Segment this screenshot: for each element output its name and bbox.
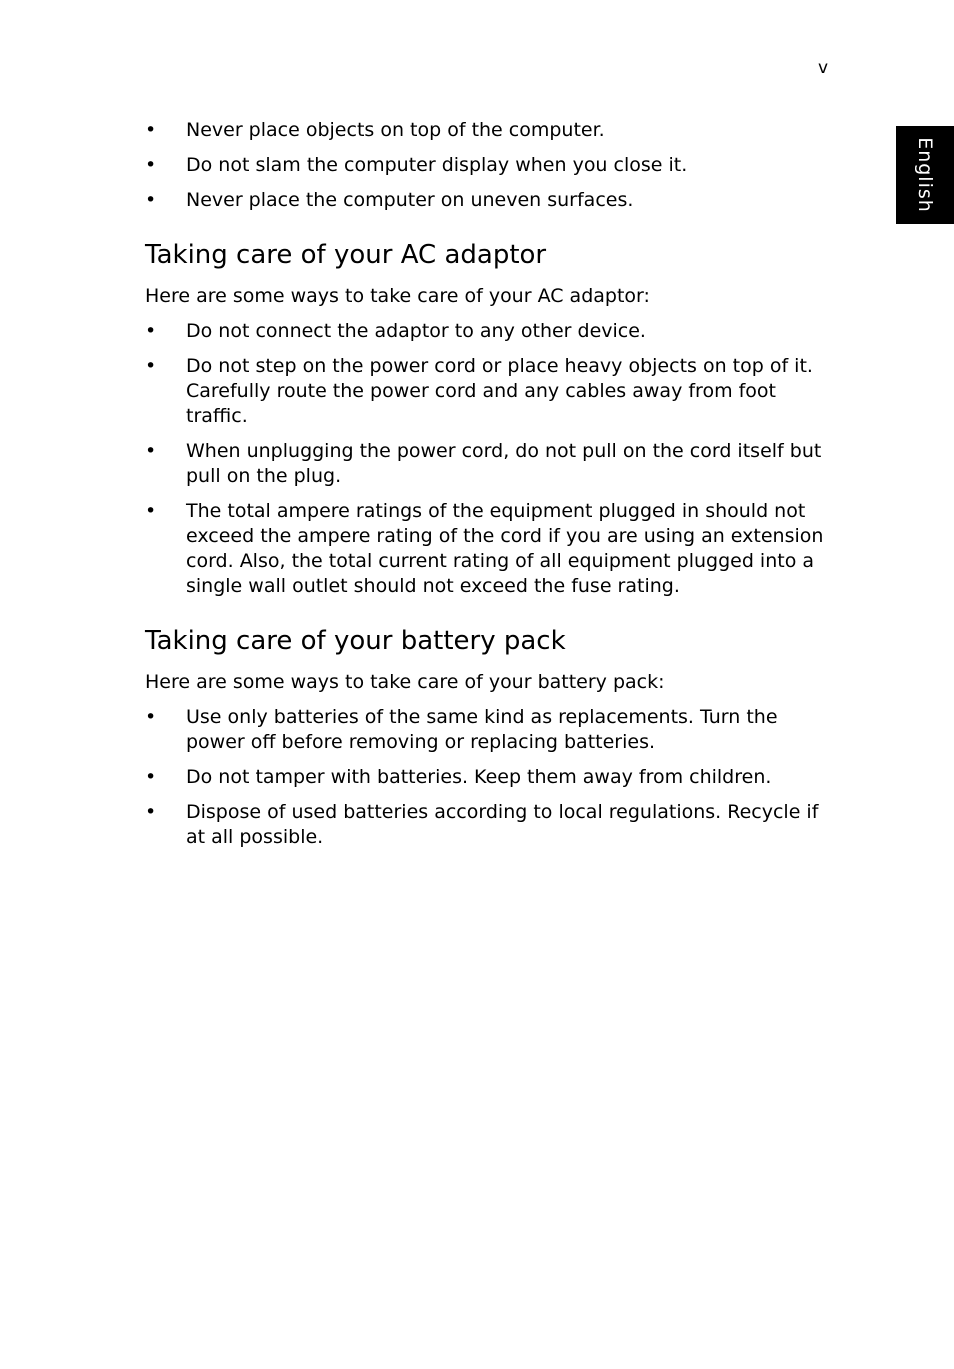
list-item: • Never place objects on top of the computer. <box>145 119 605 141</box>
bullet-icon: • <box>145 355 157 377</box>
language-tab <box>896 126 954 224</box>
section-heading-ac-adaptor: Taking care of your AC adaptor <box>145 240 547 270</box>
bullet-icon: • <box>145 189 157 211</box>
list-item: • Dispose of used batteries according to local regulations. Recycle if at all possible. <box>145 801 819 848</box>
list-item: • Do not connect the adaptor to any other device. <box>145 320 646 342</box>
ac-adaptor-list <box>145 319 835 599</box>
bullet-icon: • <box>145 320 157 342</box>
section-heading-battery: Taking care of your battery pack <box>145 626 566 656</box>
list-item: • The total ampere ratings of the equipment plugged in should not exceed the ampere rating of the cord if you are using an extension cord. Also, the total current rating of all equipment plugged into a single wall outlet should not exceed the fuse rating. <box>145 500 824 597</box>
general-care-list <box>145 118 835 213</box>
page-number: v <box>818 58 829 78</box>
bullet-icon: • <box>145 154 157 176</box>
list-item: • Use only batteries of the same kind as replacements. Turn the power off before removing or replacing batteries. <box>145 706 778 753</box>
bullet-icon: • <box>145 766 157 788</box>
bullet-icon: • <box>145 500 157 522</box>
section-intro-battery: Here are some ways to take care of your battery pack: <box>145 671 665 693</box>
list-item: • When unplugging the power cord, do not pull on the cord itself but pull on the plug. <box>145 440 822 487</box>
bullet-icon: • <box>145 706 157 728</box>
battery-list <box>145 705 835 850</box>
list-item: • Never place the computer on uneven surfaces. <box>145 189 634 211</box>
language-tab-label: English <box>914 137 936 213</box>
page-content <box>145 118 835 860</box>
list-item: • Do not slam the computer display when you close it. <box>145 154 688 176</box>
bullet-icon: • <box>145 119 157 141</box>
list-item: • Do not step on the power cord or place heavy objects on top of it. Carefully route the power cord and any cables away from foot traffic. <box>145 355 813 427</box>
list-item: • Do not tamper with batteries. Keep them away from children. <box>145 766 772 788</box>
bullet-icon: • <box>145 440 157 462</box>
section-intro-ac-adaptor: Here are some ways to take care of your AC adaptor: <box>145 285 650 307</box>
bullet-icon: • <box>145 801 157 823</box>
